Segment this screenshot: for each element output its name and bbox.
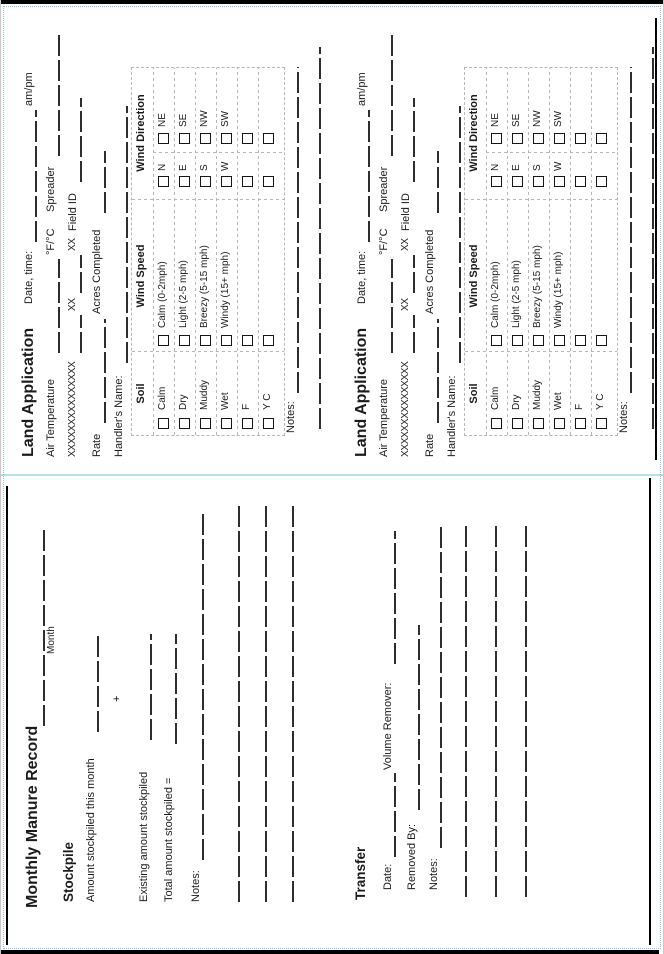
- wind-direction-header: Wind Direction: [468, 94, 480, 172]
- xx-text-2: XX: [400, 238, 411, 251]
- amount-stockpiled-label: Amount stockpiled this month: [85, 758, 97, 902]
- stockpile-heading: Stockpile: [61, 841, 76, 902]
- total-stockpiled-label: Total amount stockpiled =: [163, 777, 175, 902]
- soil-label: Muddy: [199, 379, 210, 410]
- wind-speed-header: Wind Speed: [135, 244, 147, 308]
- wind-dir-label: SW: [553, 110, 564, 127]
- air-temperature-label: Air Temperature: [378, 378, 390, 457]
- soil-label: Calm: [490, 386, 501, 410]
- wind-speed-header: Wind Speed: [468, 244, 480, 308]
- wind-dir-label: W: [220, 161, 231, 171]
- xx-text-1: XX: [67, 298, 78, 311]
- wind-dir-label: NW: [199, 110, 210, 127]
- field-id-label: Field ID: [67, 193, 79, 231]
- handlers-name-label: Handler's Name:: [113, 375, 125, 457]
- soil-label: Dry: [511, 394, 522, 410]
- wind-dir-label: S: [199, 164, 210, 171]
- ampm-label: am/pm: [23, 72, 35, 106]
- wind-dir-label: SE: [511, 113, 522, 127]
- top-edge-bar: [1, 0, 664, 4]
- right-edge-line-top: [655, 18, 657, 460]
- soil-label: Calm: [157, 386, 168, 410]
- handlers-name-label: Handler's Name:: [446, 375, 458, 457]
- soil-header: Soil: [468, 383, 480, 404]
- wind-direction-header: Wind Direction: [135, 94, 147, 172]
- wind-dir-label: S: [532, 164, 543, 171]
- transfer-date-label: Date:: [382, 863, 394, 890]
- wind-speed-label: Light (2-5 mph): [511, 260, 522, 328]
- soil-label: Muddy: [532, 379, 543, 410]
- rate-label: Rate: [424, 433, 436, 457]
- wind-dir-label: E: [178, 164, 189, 171]
- wind-speed-label: Windy (15+ mph): [220, 251, 231, 328]
- soil-label: F: [574, 403, 585, 410]
- page-break-dotted-frame: [3, 6, 661, 949]
- rate-label: Rate: [91, 433, 103, 457]
- redacted-x-text: XXXXXXXXXXXXXXX: [400, 361, 411, 457]
- wind-dir-label: E: [511, 164, 522, 171]
- transfer-heading: Transfer: [353, 846, 368, 900]
- wind-dir-label: NW: [532, 110, 543, 127]
- wind-speed-label: Calm (0-2mph): [490, 261, 501, 328]
- right-edge-line-bottom: [649, 478, 651, 945]
- wind-dir-label: NE: [157, 113, 168, 127]
- wind-dir-label: NE: [490, 113, 501, 127]
- degrees-label: °F/°C: [378, 228, 390, 255]
- spreader-label: Spreader: [378, 166, 390, 212]
- existing-stockpiled-label: Existing amount stockpiled: [138, 771, 150, 902]
- wind-dir-label: W: [553, 161, 564, 171]
- land-application-heading: Land Application: [353, 327, 370, 457]
- wind-dir-label: N: [157, 163, 168, 171]
- soil-label: Dry: [178, 394, 189, 410]
- notes-label: Notes:: [285, 401, 297, 433]
- transfer-notes-label: Notes:: [428, 858, 440, 890]
- xx-text-1: XX: [400, 298, 411, 311]
- wind-speed-label: Windy (15+ mph): [553, 251, 564, 328]
- field-id-label: Field ID: [400, 193, 412, 231]
- soil-label: Wet: [553, 392, 564, 410]
- wind-speed-label: Calm (0-2mph): [157, 261, 168, 328]
- wind-speed-label: Breezy (5-15 mph): [199, 245, 210, 328]
- date-time-label: Date, time:: [356, 250, 368, 304]
- soil-label: Wet: [220, 392, 231, 410]
- air-temperature-label: Air Temperature: [45, 378, 57, 457]
- stockpile-notes-label: Notes:: [190, 870, 202, 902]
- removed-by-label: Removed By:: [406, 823, 418, 890]
- wind-dir-label: N: [490, 163, 501, 171]
- acres-completed-label: Acres Completed: [424, 229, 436, 314]
- date-time-label: Date, time:: [23, 250, 35, 304]
- soil-header: Soil: [135, 383, 147, 404]
- ampm-label: am/pm: [356, 72, 368, 106]
- wind-dir-label: SW: [220, 110, 231, 127]
- acres-completed-label: Acres Completed: [91, 229, 103, 314]
- notes-label: Notes:: [618, 401, 630, 433]
- redacted-x-text: XXXXXXXXXXXXXXX: [67, 361, 78, 457]
- soil-label: Y C: [595, 393, 606, 410]
- soil-label: Y C: [262, 393, 273, 410]
- left-edge-line: [6, 486, 8, 945]
- degrees-label: °F/°C: [45, 228, 57, 255]
- volume-remover-label: Volume Remover:: [382, 682, 394, 770]
- wind-dir-label: SE: [178, 113, 189, 127]
- spreader-label: Spreader: [45, 166, 57, 212]
- form-title: Monthly Manure Record: [24, 725, 41, 908]
- wind-speed-label: Light (2-5 mph): [178, 260, 189, 328]
- land-application-heading: Land Application: [20, 327, 37, 457]
- bottom-edge-bar: [1, 950, 659, 954]
- wind-speed-label: Breezy (5-15 mph): [532, 245, 543, 328]
- soil-label: F: [241, 403, 252, 410]
- month-label: Month: [46, 626, 57, 654]
- plus-sign: +: [111, 695, 123, 702]
- xx-text-2: XX: [67, 238, 78, 251]
